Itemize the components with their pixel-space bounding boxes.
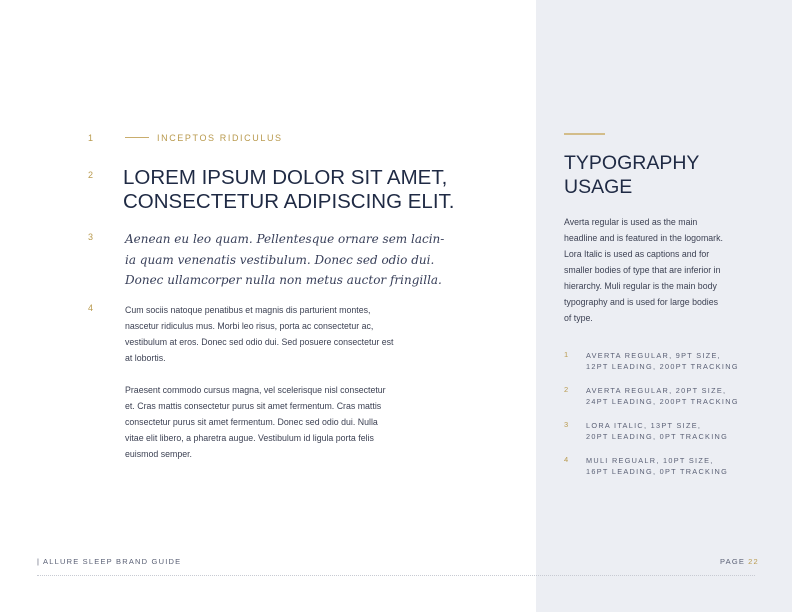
- headline-line: CONSECTETUR ADIPISCING ELIT.: [123, 190, 455, 213]
- spec-line: LORA ITALIC, 13PT SIZE,: [586, 421, 702, 430]
- body-line: vitae elit libero, a pharetra augue. Vestibulum id ligula porta felis: [125, 433, 374, 443]
- spec-number: 2: [564, 385, 569, 394]
- description-line: typography and is used for large bodies: [564, 297, 719, 307]
- section-number-3: 3: [88, 232, 94, 242]
- sidebar-title-line: USAGE: [564, 176, 633, 198]
- body-line: euismod semper.: [125, 449, 192, 459]
- footer-divider: [37, 575, 755, 576]
- body-text: [125, 302, 455, 462]
- headline: [123, 166, 503, 214]
- body-line: nascetur ridiculus mus. Morbi leo risus, porta ac consectetur ac,: [125, 321, 374, 331]
- spec-text: [586, 350, 739, 372]
- body-line: at lobortis.: [125, 353, 166, 363]
- spec-line: MULI REGUALR, 10PT SIZE,: [586, 456, 714, 465]
- spec-number: 3: [564, 420, 569, 429]
- footer-page: [720, 557, 759, 566]
- italic-line: ia quam venenatis vestibulum. Donec sed odio dui.: [125, 252, 435, 267]
- description-line: Averta regular is used as the main: [564, 217, 698, 227]
- section-number-2: 2: [88, 170, 94, 180]
- description-line: smaller bodies of type that are inferior in: [564, 265, 721, 275]
- spec-line: 24PT LEADING, 200PT TRACKING: [586, 397, 739, 406]
- spec-text: [586, 420, 728, 442]
- spec-text: [586, 385, 739, 407]
- eyebrow-label: INCEPTOS RIDICULUS: [157, 133, 283, 143]
- spec-text: [586, 455, 728, 477]
- sidebar-rule: [564, 133, 605, 135]
- spec-line: 12PT LEADING, 200PT TRACKING: [586, 362, 739, 371]
- headline-line: LOREM IPSUM DOLOR SIT AMET,: [123, 166, 448, 189]
- section-number-1: 1: [88, 133, 94, 143]
- eyebrow-rule: [125, 137, 149, 138]
- body-line: Praesent commodo cursus magna, vel scelerisque nisl consectetur: [125, 385, 386, 395]
- body-line: consectetur purus sit amet fermentum. Donec sed odio dui. Nulla: [125, 417, 378, 427]
- italic-caption: [125, 229, 455, 291]
- body-paragraph-2: [125, 382, 455, 462]
- spec-line: AVERTA REGULAR, 20PT SIZE,: [586, 386, 727, 395]
- spec-line: 16PT LEADING, 0PT TRACKING: [586, 467, 729, 476]
- description-line: of type.: [564, 313, 593, 323]
- body-paragraph-1: [125, 302, 455, 366]
- page-number: 22: [748, 557, 759, 566]
- spec-number: 4: [564, 455, 569, 464]
- italic-line: Donec ullamcorper nulla non metus auctor fringilla.: [125, 273, 442, 287]
- sidebar-title-line: TYPOGRAPHY: [564, 152, 700, 174]
- spec-line: 20PT LEADING, 0PT TRACKING: [586, 432, 729, 441]
- body-line: vestibulum at eros. Donec sed odio dui. Sed posuere consectetur est: [125, 337, 394, 347]
- section-number-4: 4: [88, 303, 94, 313]
- footer-brand: | ALLURE SLEEP BRAND GUIDE: [37, 557, 182, 566]
- body-line: et. Cras mattis consectetur purus sit amet fermentum. Cras mattis: [125, 401, 382, 411]
- spec-number: 1: [564, 350, 569, 359]
- description-line: hierarchy. Muli regular is the main body: [564, 281, 717, 291]
- sidebar-description: [564, 214, 764, 326]
- sidebar-title: [564, 151, 699, 199]
- page-label: PAGE: [720, 557, 746, 566]
- description-line: Lora Italic is used as captions and for: [564, 249, 710, 259]
- spec-line: AVERTA REGULAR, 9PT SIZE,: [586, 351, 721, 360]
- description-line: headline and is featured in the logomark.: [564, 233, 723, 243]
- italic-line: Aenean eu leo quam. Pellentesque ornare sem lacin-: [125, 232, 445, 246]
- body-line: Cum sociis natoque penatibus et magnis dis parturient montes,: [125, 305, 371, 315]
